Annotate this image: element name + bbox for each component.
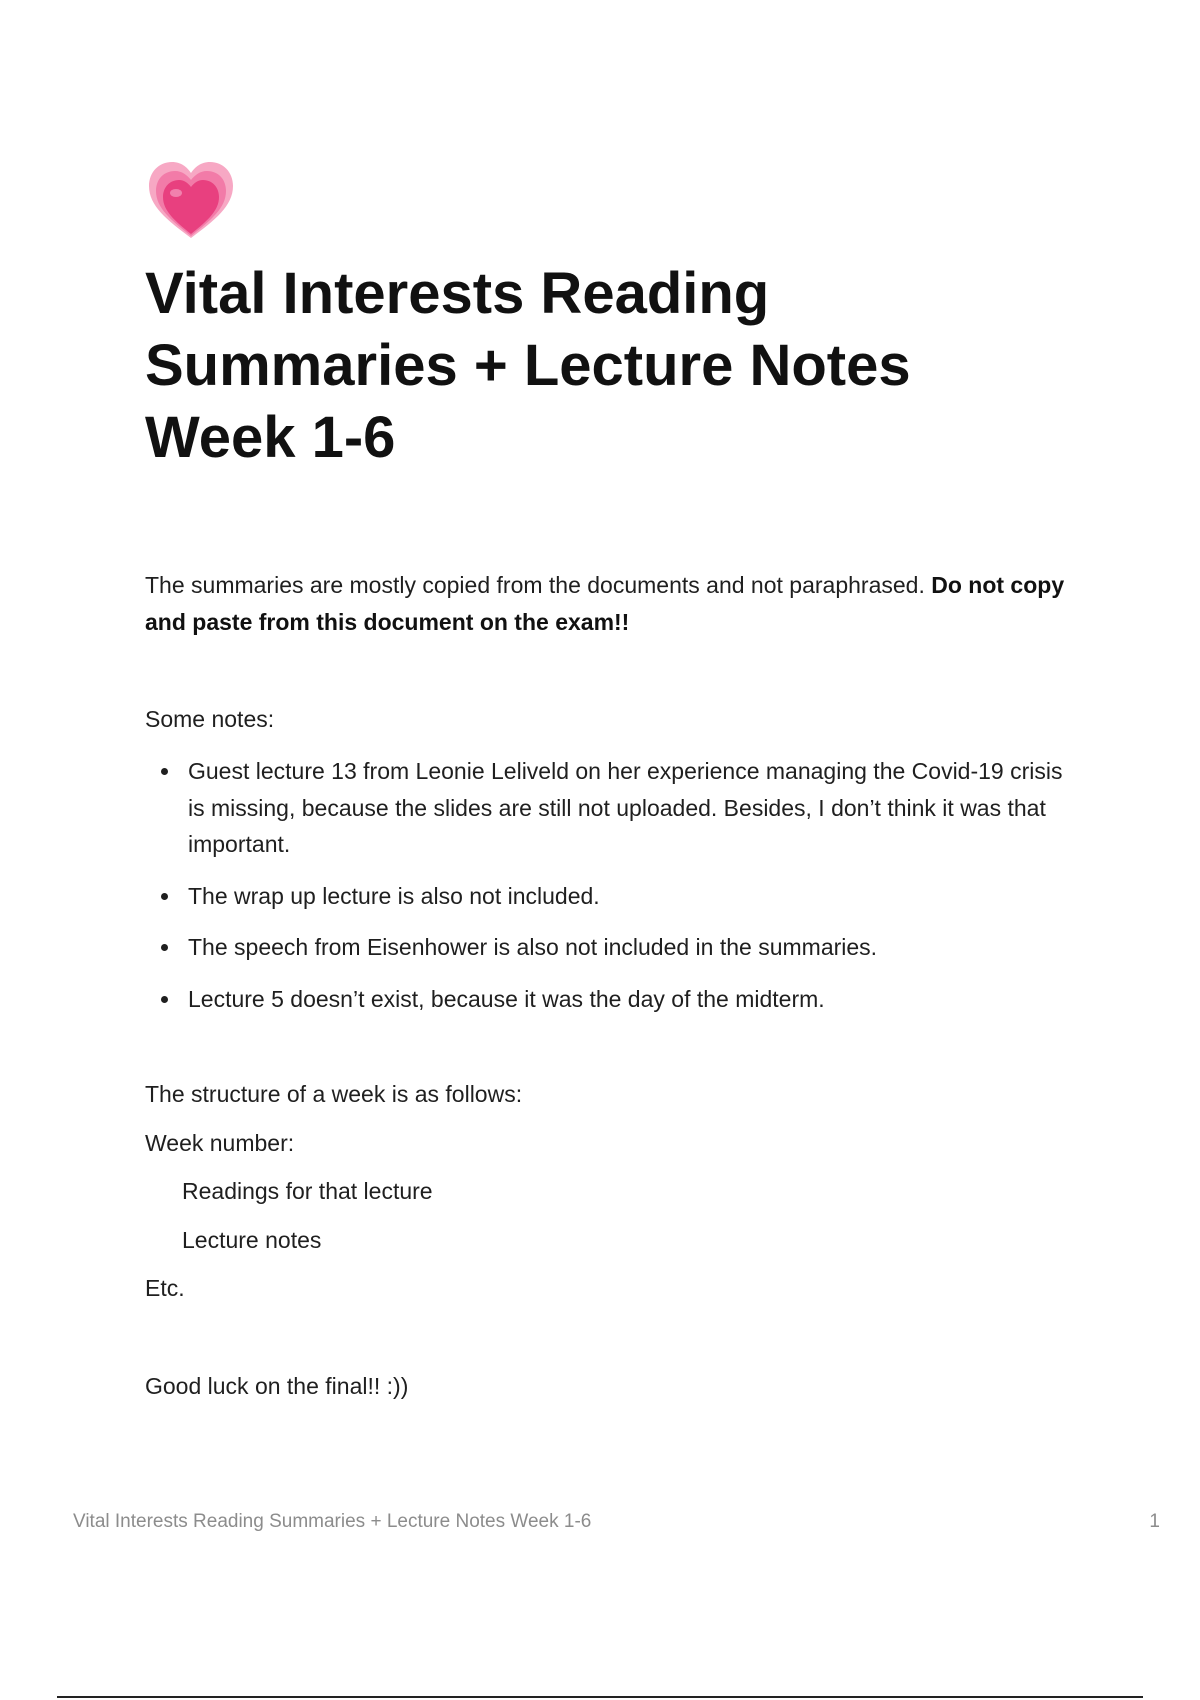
list-item-text: The speech from Eisenhower is also not included in the summaries. xyxy=(188,934,878,960)
bullet-icon xyxy=(161,893,168,900)
bullet-icon xyxy=(161,944,168,951)
intro-text: The summaries are mostly copied from the documents and not paraphrased. xyxy=(145,572,932,598)
bullet-icon xyxy=(161,996,168,1003)
notes-label: Some notes: xyxy=(145,706,275,732)
heart-inner-layer xyxy=(163,180,219,234)
page-bottom-divider xyxy=(57,1696,1143,1698)
closing-text: Good luck on the final!! :)) xyxy=(145,1373,409,1399)
notes-list xyxy=(145,753,1075,1032)
list-item xyxy=(145,753,1075,863)
intro-warning-bold: Do not copy and paste from this document on the exam!! xyxy=(145,572,1065,635)
structure-item-lecture-notes: Lecture notes xyxy=(182,1226,322,1253)
bullet-icon xyxy=(161,768,168,775)
growing-heart-icon xyxy=(147,160,235,240)
intro-paragraph xyxy=(145,567,1075,641)
list-item-text: Lecture 5 doesn’t exist, because it was the day of the midterm. xyxy=(188,985,825,1012)
list-item xyxy=(145,929,1075,966)
structure-etc: Etc. xyxy=(145,1275,185,1301)
list-item xyxy=(145,981,1075,1018)
week-structure xyxy=(145,1078,1045,1321)
structure-item-readings: Readings for that lecture xyxy=(182,1178,433,1204)
list-item xyxy=(145,878,1075,915)
footer-page-number: 1 xyxy=(1149,1511,1160,1532)
footer-document-title: Vital Interests Reading Summaries + Lecture Notes Week 1-6 xyxy=(73,1511,592,1532)
heart-highlight xyxy=(170,189,182,197)
title-line-3: Week 1-6 xyxy=(145,405,396,470)
list-item-text: Guest lecture 13 from Leonie Leliveld on her experience managing the Covid-19 crisis is missing, because the slides are still not uploaded. Besides, I don’t think it was that important. xyxy=(188,758,1063,857)
list-item-text: The wrap up lecture is also not included. xyxy=(188,882,600,909)
structure-heading: The structure of a week is as follows: xyxy=(145,1081,523,1107)
title-line-1: Vital Interests Reading xyxy=(145,261,770,326)
title-line-2: Summaries + Lecture Notes xyxy=(145,333,911,398)
structure-week-label: Week number: xyxy=(145,1129,295,1156)
document-title xyxy=(145,258,1045,474)
